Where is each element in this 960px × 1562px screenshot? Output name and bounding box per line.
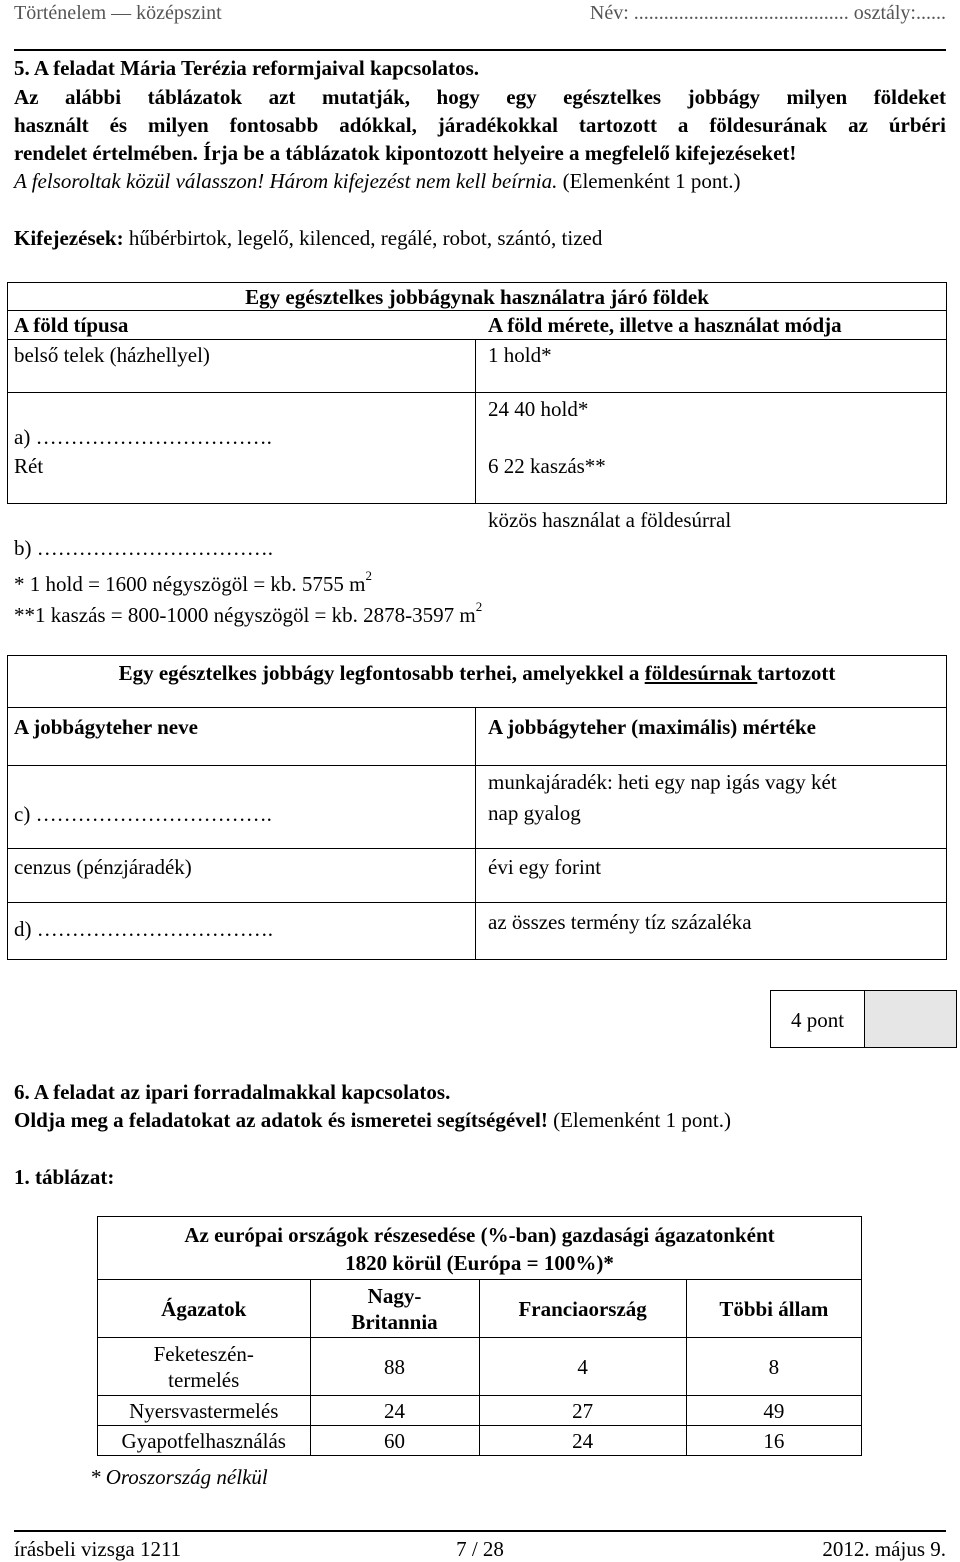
row-value-gb: 88 — [310, 1338, 479, 1396]
burdens-row1-measure-l1: munkajáradék: heti egy nap igás vagy két — [488, 770, 837, 794]
col-header-gb: Nagy-Britannia — [310, 1280, 479, 1338]
lands-row1-type: belső telek (házhellyel) — [14, 343, 210, 367]
footer-exam: írásbeli vizsga 1211 — [14, 1537, 182, 1561]
burdens-title-pre: Egy egésztelkes jobbágy legfontosabb terhei, amelyekkel a — [118, 661, 645, 685]
points-label-box — [770, 990, 865, 1048]
industry-share-table — [97, 1216, 862, 1456]
burdens-col-name: A jobbágyteher neve — [14, 715, 198, 739]
task5-intro-line2: használt és milyen fontosabb adókkal, járadékokkal tartozott a földesurának az úrbéri — [14, 113, 946, 137]
task5-points-note: (Elemenként 1 pont.) — [562, 169, 741, 193]
burdens-table-rule — [7, 902, 947, 903]
row-value-gb: 60 — [310, 1426, 479, 1456]
lands-row2-size: 24 40 hold* — [488, 397, 589, 421]
answer-d-field[interactable]: d) ……………………………. — [14, 917, 273, 941]
footnote-kaszas — [14, 599, 483, 628]
lands-table-title: Egy egésztelkes jobbágynak használatra járó földek — [245, 285, 709, 309]
header-rule — [14, 49, 946, 51]
footnote-hold-sup: 2 — [365, 568, 373, 583]
lands-col-type: A föld típusa — [14, 313, 129, 337]
row-value-others: 16 — [686, 1426, 861, 1456]
footer-date: 2012. május 9. — [822, 1537, 946, 1561]
industry-table-title-l1: Az európai országok részesedése (%-ban) gazdasági ágazatonként — [184, 1223, 775, 1247]
table-label: 1. táblázat: — [14, 1165, 115, 1189]
task6-title: 6. A feladat az ipari forradalmakkal kapcsolatos. — [14, 1080, 451, 1104]
burdens-row1-measure-l2: nap gyalog — [488, 801, 581, 825]
row-value-france: 24 — [479, 1426, 686, 1456]
lands-row4-size: közös használat a földesúrral — [488, 508, 732, 532]
task6-instruction: Oldja meg a feladatokat az adatok és ismeretei segítségével! — [14, 1108, 548, 1132]
footnote-kaszas-text: **1 kaszás = 800-1000 négyszögöl = kb. 2878-3597 m — [14, 603, 476, 627]
task5-choose-note: A felsoroltak közül válasszon! Három kifejezést nem kell beírnia. — [14, 169, 558, 193]
industry-table-title-l2: 1820 körül (Európa = 100%)* — [345, 1251, 614, 1275]
header-subject: Történelem — középszint — [14, 2, 222, 24]
burdens-title-underlined: földesúrnak — [644, 661, 758, 685]
burdens-row3-measure: az összes termény tíz százaléka — [488, 910, 752, 934]
col-header-sector: Ágazatok — [98, 1280, 311, 1338]
burdens-table-rule — [7, 765, 947, 766]
burdens-table-rule — [7, 707, 947, 708]
task5-intro-line4 — [14, 169, 741, 194]
burdens-col-measure: A jobbágyteher (maximális) mértéke — [488, 715, 816, 739]
points-score-box[interactable] — [864, 990, 957, 1048]
row-value-gb: 24 — [310, 1396, 479, 1426]
lands-table-divider — [475, 339, 476, 504]
lands-table-rule — [7, 392, 947, 393]
burdens-row2-measure: évi egy forint — [488, 855, 602, 879]
row-value-france: 27 — [479, 1396, 686, 1426]
row-sector: Nyersvastermelés — [98, 1396, 311, 1426]
burdens-table-title — [7, 661, 947, 686]
task6-points-note: (Elemenként 1 pont.) — [553, 1108, 731, 1132]
expressions-label: Kifejezések: — [14, 226, 124, 250]
task5-intro-line3 — [14, 141, 796, 166]
footer-page: 7 / 28 — [456, 1537, 504, 1561]
lands-table-rule — [7, 339, 947, 340]
task5-intro-line3a: rendelet értelmében. — [14, 141, 198, 165]
col-header-others: Többi állam — [686, 1280, 861, 1338]
footer-rule — [14, 1530, 946, 1532]
burdens-table-divider — [475, 707, 476, 960]
lands-col-size: A föld mérete, illetve a használat módja — [488, 313, 842, 337]
row-value-others: 8 — [686, 1338, 861, 1396]
footnote-hold — [14, 568, 373, 597]
points-label: 4 pont — [790, 1008, 845, 1032]
lands-table-rule — [7, 310, 947, 311]
task5-instruction: Írja be a táblázatok kipontozott helyeire a megfelelő kifejezéseket! — [203, 141, 797, 165]
row-sector: Feketeszén-termelés — [98, 1338, 311, 1396]
burdens-title-post: tartozott — [757, 661, 836, 685]
task6-instruction-line — [14, 1108, 731, 1133]
answer-b-field[interactable]: b) ……………………………. — [14, 536, 273, 560]
burdens-row2-name: cenzus (pénzjáradék) — [14, 855, 192, 879]
footnote-kaszas-sup: 2 — [475, 599, 483, 614]
answer-c-field[interactable]: c) ……………………………. — [14, 802, 272, 826]
expressions-line — [14, 226, 602, 251]
task5-intro-line1: Az alábbi táblázatok azt mutatják, hogy egy egésztelkes jobbágy milyen földeket — [14, 85, 946, 109]
lands-row3-type: Rét — [14, 454, 44, 478]
lands-row3-size: 6 22 kaszás** — [488, 454, 606, 478]
table-footnote: * Oroszország nélkül — [90, 1465, 268, 1489]
header-name-field: Név: ........................................... osztály:...... — [589, 2, 946, 24]
answer-a-field[interactable]: a) ……………………………. — [14, 425, 272, 449]
col-header-france: Franciaország — [479, 1280, 686, 1338]
industry-table-title — [98, 1217, 862, 1280]
row-sector: Gyapotfelhasználás — [98, 1426, 311, 1456]
lands-row1-size: 1 hold* — [488, 343, 552, 367]
burdens-table-rule — [7, 848, 947, 849]
footnote-hold-text: * 1 hold = 1600 négyszögöl = kb. 5755 m — [14, 572, 366, 596]
row-value-others: 49 — [686, 1396, 861, 1426]
page-header — [14, 0, 946, 32]
task5-title: 5. A feladat Mária Terézia reformjaival kapcsolatos. — [14, 56, 480, 80]
row-value-france: 4 — [479, 1338, 686, 1396]
expressions-values: hűbérbirtok, legelő, kilenced, regálé, robot, szántó, tized — [128, 226, 603, 250]
